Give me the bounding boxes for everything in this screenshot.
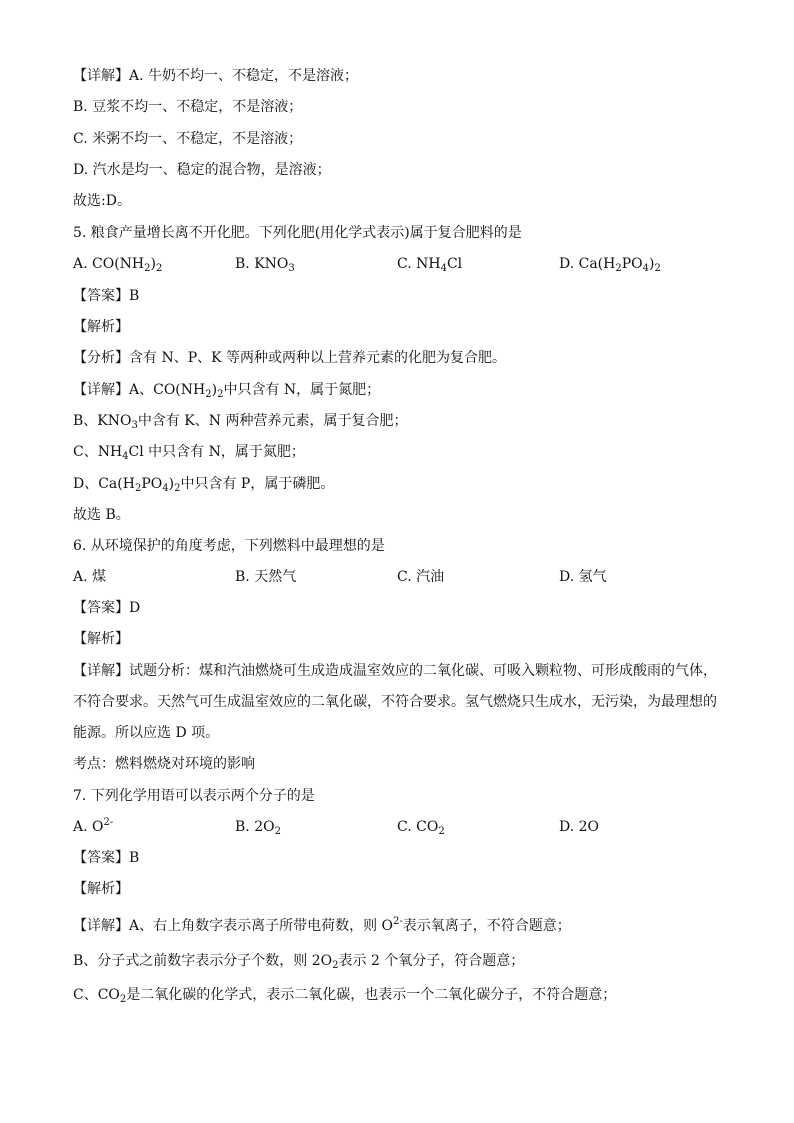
q6-option-c: C. 汽油 (397, 569, 445, 585)
q7-detail-c: C、$CO_2$是二氧化碳的化学式，表示二氧化碳，也表示一个二氧化碳分子，不符合题意； (73, 987, 617, 1005)
q6-detail-line-1: 【详解】试题分析：煤和汽油燃烧可生成造成温室效应的二氧化碳、可吸入颗粒物、可形成酸雨的气体， (73, 663, 717, 679)
question-6-stem: 6. 从环境保护的角度考虑，下列燃料中最理想的是 (73, 538, 385, 554)
q7-answer: 【答案】B (73, 850, 140, 866)
q7-option-b: B. $2O_2$ (235, 819, 281, 837)
question-7-stem: 7. 下列化学用语可以表示两个分子的是 (73, 788, 315, 804)
q6-option-a: A. 煤 (73, 569, 107, 585)
q5-option-d: D. $Ca(H_2PO_4)_2$ (559, 256, 661, 274)
q5-analysis-heading: 【解析】 (73, 319, 129, 335)
q5-detail-a: 【详解】A、$CO(NH_2)_2$中只含有 N，属于氮肥； (73, 382, 381, 400)
q6-option-b: B. 天然气 (235, 569, 297, 585)
q5-option-c: C. $NH_4Cl$ (397, 256, 463, 274)
detail-line-c: C. 米粥不均一、不稳定，不是溶液； (73, 131, 303, 147)
q7-option-a: A. $O^{2-}$ (73, 817, 114, 835)
detail-line-b: B. 豆浆不均一、不稳定，不是溶液； (73, 99, 303, 115)
q5-detail-c: C、$NH_4Cl$ 中只含有 N，属于氮肥； (73, 444, 305, 462)
detail-line-d: D. 汽水是均一、稳定的混合物，是溶液； (73, 162, 331, 178)
question-5-stem: 5. 粮食产量增长离不开化肥。下列化肥(用化学式表示)属于复合肥料的是 (73, 225, 522, 241)
q7-detail-b: B、分子式之前数字表示分子个数，则 $2O_2$表示 2 个氧分子，符合题意； (73, 953, 525, 971)
q5-detail-d: D、$Ca(H_2PO_4)_2$中只含有 P，属于磷肥。 (73, 476, 335, 494)
answer-selection: 故选:D。 (73, 193, 131, 209)
q5-option-a: A. $CO(NH_2)_2$ (73, 256, 163, 274)
q5-analysis: 【分析】含有 N、P、K 等两种或两种以上营养元素的化肥为复合肥。 (73, 350, 507, 366)
q5-selection: 故选 B。 (73, 507, 130, 523)
q6-detail-line-3: 能源。所以应选 D 项。 (73, 725, 220, 741)
q7-option-d: D. 2O (559, 819, 600, 835)
q7-option-c: C. $CO_2$ (397, 819, 445, 837)
q6-option-d: D. 氢气 (559, 569, 607, 585)
q7-detail-a: 【详解】A、右上角数字表示离子所带电荷数，则 $O^{2-}$表示氧离子，不符合题意； (73, 916, 571, 934)
q6-answer: 【答案】D (73, 600, 141, 616)
q6-analysis-heading: 【解析】 (73, 631, 129, 647)
q5-answer: 【答案】B (73, 288, 140, 304)
q7-analysis-heading: 【解析】 (73, 881, 129, 897)
q6-key-point: 考点：燃料燃烧对环境的影响 (73, 756, 255, 772)
q5-detail-b: B、$KNO_3$中含有 K、N 两种营养元素，属于复合肥； (73, 413, 408, 431)
detail-line-a: 【详解】A. 牛奶不均一、不稳定，不是溶液； (73, 68, 359, 84)
q6-detail-line-2: 不符合要求。天然气可生成温室效应的二氧化碳，不符合要求。氢气燃烧只生成水，无污染，为最理想的 (73, 694, 717, 710)
q5-option-b: B. $KNO_3$ (235, 256, 295, 274)
